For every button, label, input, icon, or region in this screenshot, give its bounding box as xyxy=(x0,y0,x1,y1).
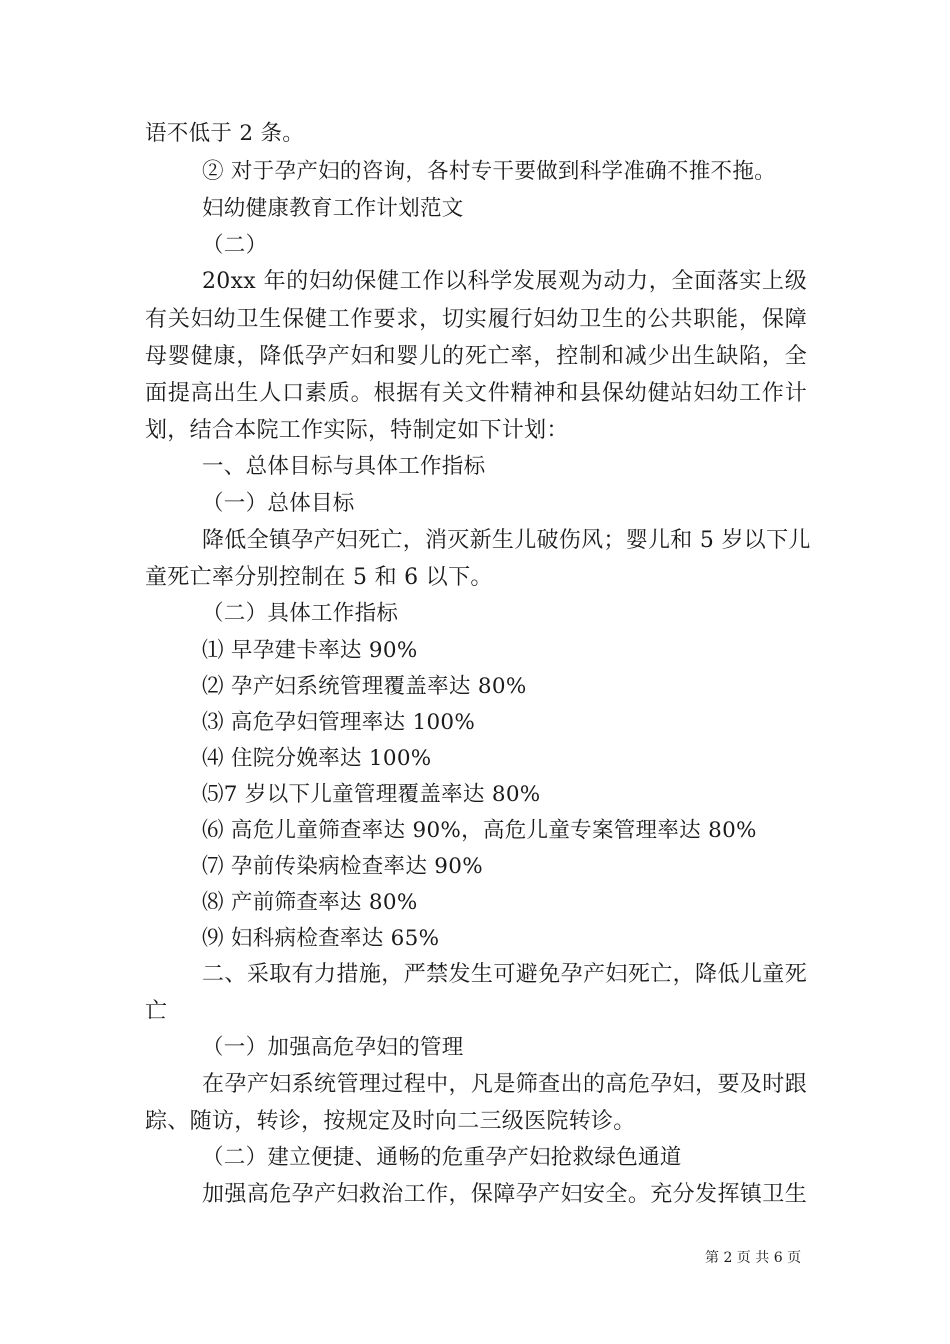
text-line: 亡 xyxy=(145,999,168,1024)
text-line: 踪、随访，转诊，按规定及时向二三级医院转诊。 xyxy=(145,1109,636,1134)
list-item: ⑶ 高危孕妇管理率达 100% xyxy=(202,710,476,735)
text-line: 20xx 年的妇幼保健工作以科学发展观为动力，全面落实上级 xyxy=(202,269,807,294)
text-line: 语不低于 2 条。 xyxy=(145,121,305,146)
list-item: ⑸7 岁以下儿童管理覆盖率达 80% xyxy=(202,782,541,807)
text-line: 面提高出生人口素质。根据有关文件精神和县保幼健站妇幼工作计 xyxy=(145,381,807,406)
heading-2: （二）建立便捷、通畅的危重孕产妇抢救绿色通道 xyxy=(202,1145,682,1170)
heading-1: 一、总体目标与具体工作指标 xyxy=(202,454,486,479)
text-line: （二） xyxy=(202,233,268,258)
text-line: 有关妇幼卫生保健工作要求，切实履行妇幼卫生的公共职能，保障 xyxy=(145,307,807,332)
heading-2: （一）加强高危孕妇的管理 xyxy=(202,1035,464,1060)
text-line: 在孕产妇系统管理过程中，凡是筛查出的高危孕妇，要及时跟 xyxy=(202,1072,807,1097)
section-title: 妇幼健康教育工作计划范文 xyxy=(202,196,464,221)
text-line: 划，结合本院工作实际，特制定如下计划： xyxy=(145,418,569,443)
list-item: ⑹ 高危儿童筛查率达 90%，高危儿童专案管理率达 80% xyxy=(202,818,757,843)
heading-2: （一）总体目标 xyxy=(202,491,355,516)
list-item: ⑺ 孕前传染病检查率达 90% xyxy=(202,854,483,879)
heading-1: 二、采取有力措施，严禁发生可避免孕产妇死亡，降低儿童死 xyxy=(202,962,807,987)
text-line: 母婴健康，降低孕产妇和婴儿的死亡率，控制和减少出生缺陷，全 xyxy=(145,344,807,369)
list-item: ⑵ 孕产妇系统管理覆盖率达 80% xyxy=(202,674,527,699)
list-item: ⑼ 妇科病检查率达 65% xyxy=(202,926,440,951)
list-item: ⑷ 住院分娩率达 100% xyxy=(202,746,432,771)
list-item: ⑻ 产前筛查率达 80% xyxy=(202,890,418,915)
heading-2: （二）具体工作指标 xyxy=(202,601,399,626)
list-item: ⑴ 早孕建卡率达 90% xyxy=(202,638,418,663)
text-line: 加强高危孕产妇救治工作，保障孕产妇安全。充分发挥镇卫生 xyxy=(202,1182,807,1207)
text-line: ② 对于孕产妇的咨询，各村专干要做到科学准确不推不拖。 xyxy=(202,159,776,184)
text-line: 降低全镇孕产妇死亡，消灭新生儿破伤风；婴儿和 5 岁以下儿 xyxy=(202,528,811,553)
text-line: 童死亡率分别控制在 5 和 6 以下。 xyxy=(145,565,493,590)
page-number: 第 2 页 共 6 页 xyxy=(705,1250,802,1266)
